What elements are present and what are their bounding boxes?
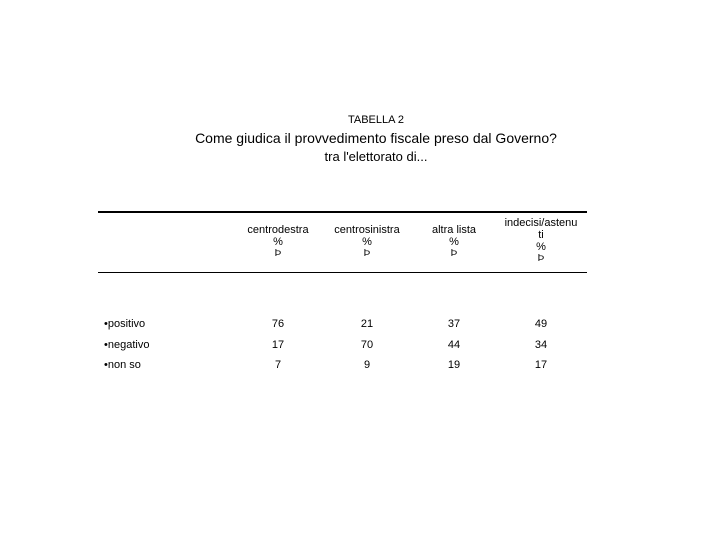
column-unit: % bbox=[449, 236, 459, 248]
column-header-indecisi-astenuti bbox=[498, 217, 584, 265]
row-label-positivo: •positivo bbox=[104, 318, 146, 330]
table-cell: 44 bbox=[447, 339, 461, 351]
column-marker: Þ bbox=[537, 253, 545, 264]
column-label-line1: indecisi/astenu bbox=[504, 217, 578, 229]
table-cell: 70 bbox=[360, 339, 374, 351]
column-label: centrodestra bbox=[247, 224, 309, 236]
table-cell: 34 bbox=[534, 339, 548, 351]
table-cell: 7 bbox=[274, 359, 282, 371]
table-top-rule bbox=[98, 211, 587, 213]
table-cell: 17 bbox=[534, 359, 548, 371]
column-header-altra-lista bbox=[418, 224, 490, 260]
column-marker: Þ bbox=[274, 248, 282, 259]
column-label: centrosinistra bbox=[334, 224, 400, 236]
column-unit: % bbox=[273, 236, 283, 248]
column-label-line2: ti bbox=[538, 229, 544, 241]
column-unit: % bbox=[536, 241, 546, 253]
column-marker: Þ bbox=[450, 248, 458, 259]
row-label-negativo: •negativo bbox=[104, 339, 150, 351]
table-cell: 49 bbox=[534, 318, 548, 330]
table-title: Come giudica il provvedimento fiscale preso dal Governo? bbox=[195, 130, 557, 146]
table-cell: 21 bbox=[360, 318, 374, 330]
table-cell: 19 bbox=[447, 359, 461, 371]
table-header-rule bbox=[98, 272, 587, 273]
column-unit: % bbox=[362, 236, 372, 248]
table-cell: 17 bbox=[271, 339, 285, 351]
column-label: altra lista bbox=[431, 224, 477, 236]
table-cell: 76 bbox=[271, 318, 285, 330]
table-cell: 9 bbox=[363, 359, 371, 371]
table-subtitle: tra l'elettorato di... bbox=[324, 149, 428, 164]
row-label-non-so: •non so bbox=[104, 359, 141, 371]
table-number-label: TABELLA 2 bbox=[347, 114, 405, 126]
table-cell: 37 bbox=[447, 318, 461, 330]
column-marker: Þ bbox=[363, 248, 371, 259]
column-header-centrodestra bbox=[238, 224, 318, 260]
column-header-centrosinistra bbox=[322, 224, 412, 260]
